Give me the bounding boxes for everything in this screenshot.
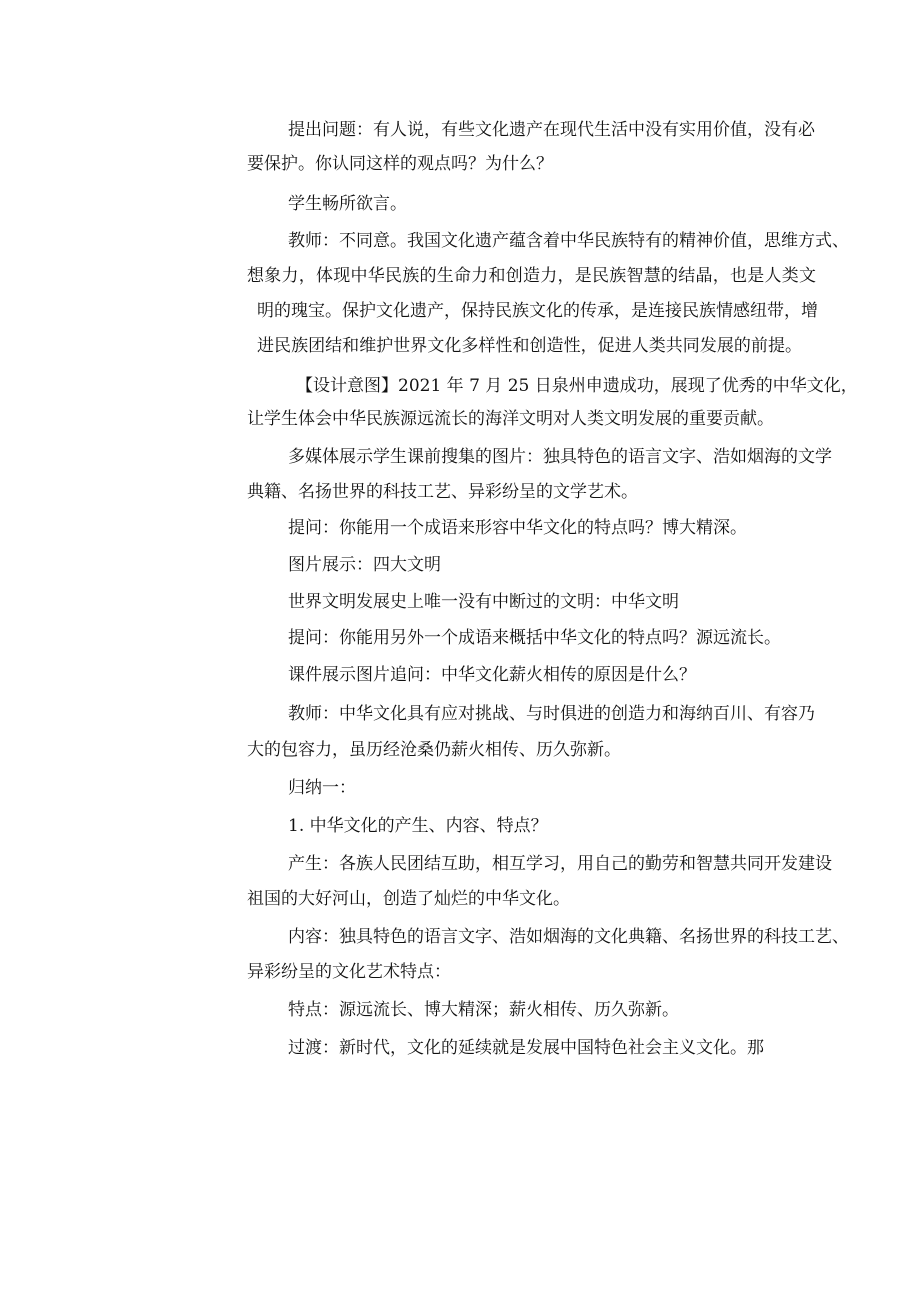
text-line: 教师：不同意。我国文化遗产蕴含着中华民族特有的精神价值，思维方式、 <box>288 231 849 251</box>
text-line: 多媒体展示学生课前搜集的图片：独具特色的语言文字、浩如烟海的文学 <box>288 447 832 467</box>
text-line: 教师：中华文化具有应对挑战、与时俱进的创造力和海纳百川、有容乃 <box>288 704 815 724</box>
text-line: 祖国的大好河山，创造了灿烂的中华文化。 <box>247 889 570 909</box>
text-line: 大的包容力，虽历经沧桑仍薪火相传、历久弥新。 <box>247 740 621 760</box>
text-line: 学生畅所欲言。 <box>288 194 407 214</box>
text-line: 课件展示图片追问：中华文化薪火相传的原因是什么？ <box>288 665 696 685</box>
text-line: 要保护。你认同这样的观点吗？为什么？ <box>247 154 553 174</box>
text-line: 提出问题：有人说，有些文化遗产在现代生活中没有实用价值，没有必 <box>288 120 815 140</box>
text-line: 特点：源远流长、博大精深；薪火相传、历久弥新。 <box>288 1000 679 1020</box>
text-line: 提问：你能用另外一个成语来概括中华文化的特点吗？源远流长。 <box>288 628 781 648</box>
text-line: 明的瑰宝。保护文化遗产，保持民族文化的传承，是连接民族情感纽带，增 <box>257 301 818 321</box>
text-line: 异彩纷呈的文化艺术特点： <box>247 962 451 982</box>
text-line: 内容：独具特色的语言文字、浩如烟海的文化典籍、名扬世界的科技工艺、 <box>288 927 849 947</box>
text-line: 进民族团结和维护世界文化多样性和创造性，促进人类共同发展的前提。 <box>257 336 803 356</box>
text-line: 产生：各族人民团结互助，相互学习，用自己的勤劳和智慧共同开发建设 <box>288 854 832 874</box>
text-line: 提问：你能用一个成语来形容中华文化的特点吗？博大精深。 <box>288 518 747 538</box>
text-line: 想象力，体现中华民族的生命力和创造力，是民族智慧的结晶，也是人类文 <box>247 266 817 286</box>
text-line: 让学生体会中华民族源远流长的海洋文明对人类文明发展的重要贡献。 <box>247 409 774 429</box>
text-line: 过渡：新时代，文化的延续就是发展中国特色社会主义文化。那 <box>288 1038 764 1058</box>
text-line: 世界文明发展史上唯一没有中断过的文明：中华文明 <box>288 592 679 612</box>
text-line: 【设计意图】2021 年 7 月 25 日泉州申遗成功，展现了优秀的中华文化， <box>296 376 858 396</box>
text-line: 1. 中华文化的产生、内容、特点？ <box>288 816 548 836</box>
text-line: 图片展示：四大文明 <box>288 555 441 575</box>
text-line: 典籍、名扬世界的科技工艺、异彩纷呈的文学艺术。 <box>247 482 638 502</box>
text-line: 归纳一： <box>288 778 356 798</box>
